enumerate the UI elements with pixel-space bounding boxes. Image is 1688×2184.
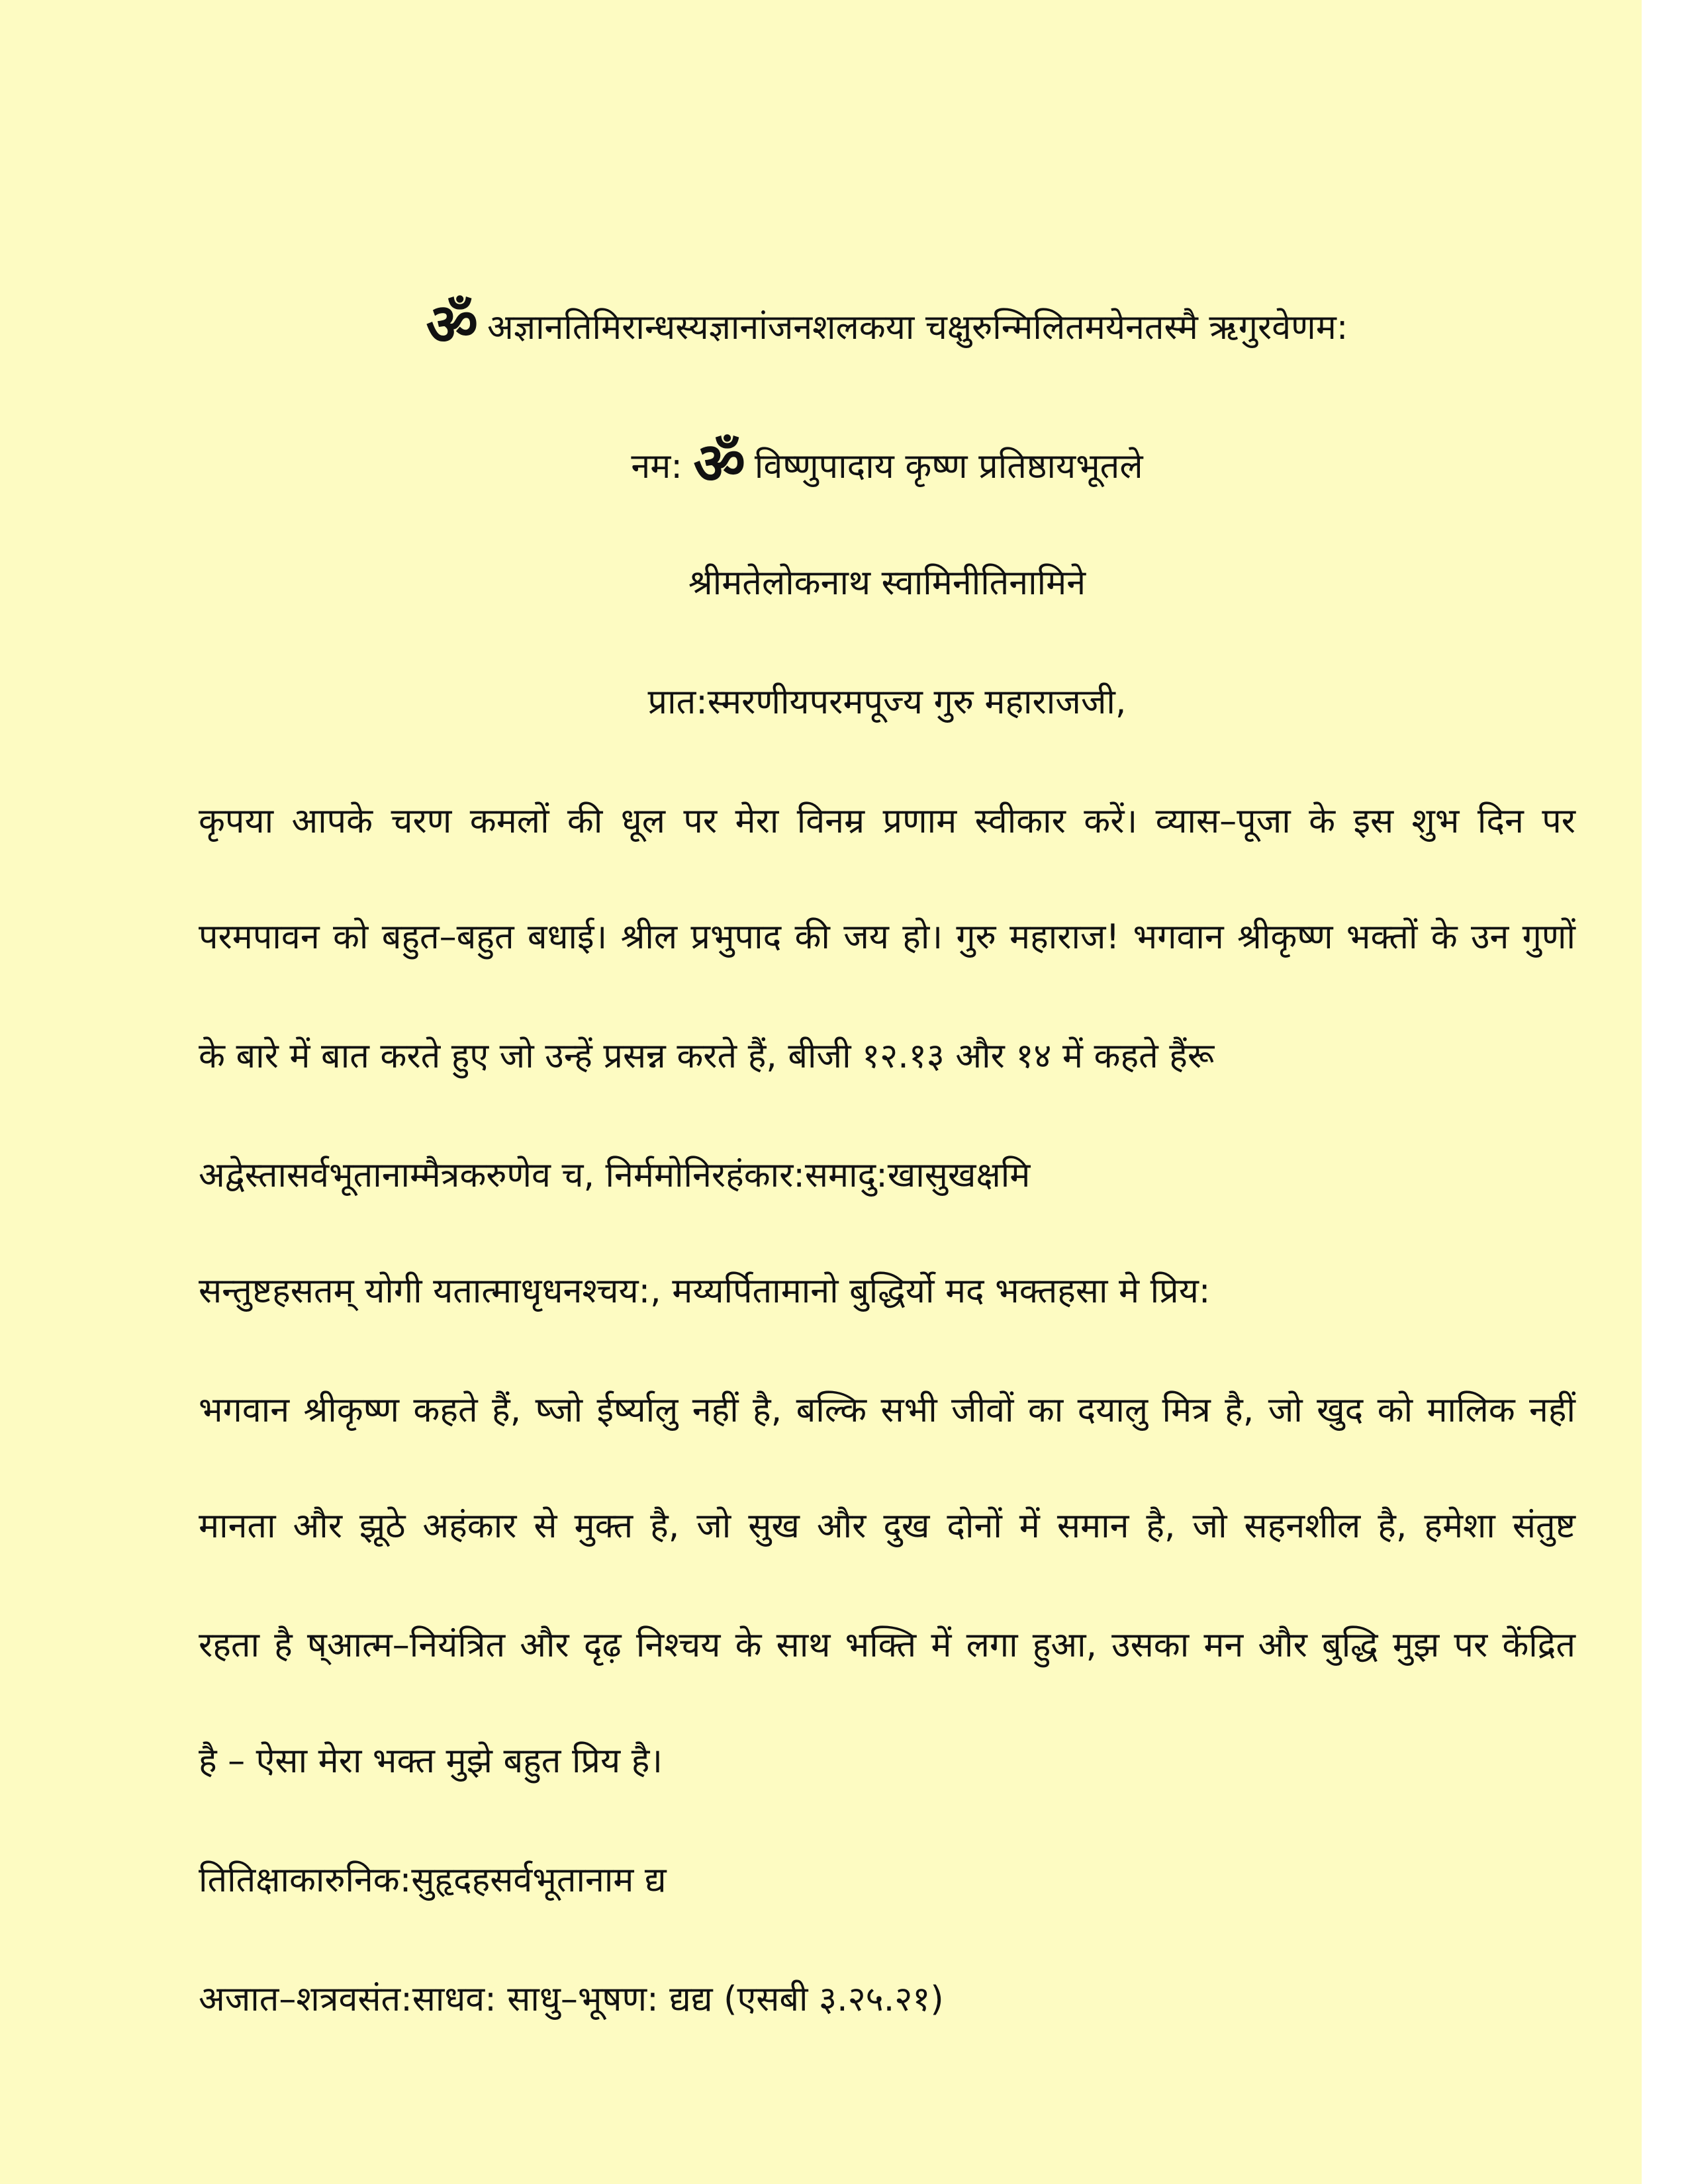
invocation-text-2: विष्णुपादाय कृष्ण प्रतिष्ठायभूतले (754, 447, 1143, 486)
invocation-line-1 (199, 292, 1575, 358)
verse-1-line-2: सन्तुष्टहसतम् योगी यतात्माधृधनश्चय:, मय्यर्पितामानो बुद्धिर्यो मद भक्तहसा मे प्रिय: (199, 1271, 1211, 1311)
verse-2-line-2: अजात–शत्रवसंत:साधव: साधु–भूषण: द्यद्य (एसबी ३.२५.२१) (199, 1979, 944, 2019)
paragraph-2-line-4: है – ऐसा मेरा भक्त मुझे बहुत प्रिय है। (199, 1741, 663, 1781)
paragraph-2-line-1: भगवान श्रीकृष्ण कहते हैं, ष्जो ईर्ष्यालु नहीं है, बल्कि सभी जीवों का दयालु मित्र है, जो खुद को मालिक नहीं (199, 1390, 1575, 1430)
paragraph-1-line-1: कृपया आपके चरण कमलों की धूल पर मेरा विनम्र प्रणाम स्वीकार करें। व्यास–पूजा के इस शुभ दिन पर (199, 801, 1575, 841)
om-icon: ॐ (693, 431, 745, 497)
salutation: प्रात:स्मरणीयपरमपूज्य गुरु महाराजजी, (647, 682, 1127, 722)
invocation-text-1: अज्ञानतिमिरान्धस्यज्ञानांजनशलकया चक्षुरुन्मिलितमयेनतस्मै ऋगुरवेणम: (487, 308, 1348, 347)
verse-2-line-1: तितिक्षाकारुनिक:सुहृदहसर्वभूतानाम द्य (199, 1860, 667, 1900)
invocation-line-2 (199, 431, 1575, 497)
verse-1-line-1: अद्वेस्तासर्वभूतानाम्मैत्रकरुणेव च, निर्ममोनिरहंकार:समादु:खासुखक्षमि (199, 1156, 1031, 1195)
paragraph-1-line-3: के बारे में बात करते हुए जो उन्हें प्रसन्न करते हैं, बीजी १२.१३ और १४ में कहते हैंरू (199, 1036, 1215, 1076)
paragraph-2-line-2: मानता और झूठे अहंकार से मुक्त है, जो सुख और दुख दोनों में समान है, जो सहनशील है, हमेशा संतुष्ट (199, 1506, 1575, 1546)
om-icon: ॐ (426, 292, 479, 358)
invocation-prefix: नम: (631, 447, 682, 486)
invocation-line-3: श्रीमतेलोकनाथ स्वामिनीतिनामिने (688, 563, 1086, 603)
paragraph-1-line-2: परमपावन को बहुत–बहुत बधाई। श्रील प्रभुपाद की जय हो। गुरु महाराज! भगवान श्रीकृष्ण भक्तों के उन गुणों (199, 917, 1575, 957)
paragraph-2-line-3: रहता है ष्आत्म–नियंत्रित और दृढ़ निश्चय के साथ भक्ति में लगा हुआ, उसका मन और बुद्धि मुझ पर केंद्रित (199, 1625, 1575, 1665)
